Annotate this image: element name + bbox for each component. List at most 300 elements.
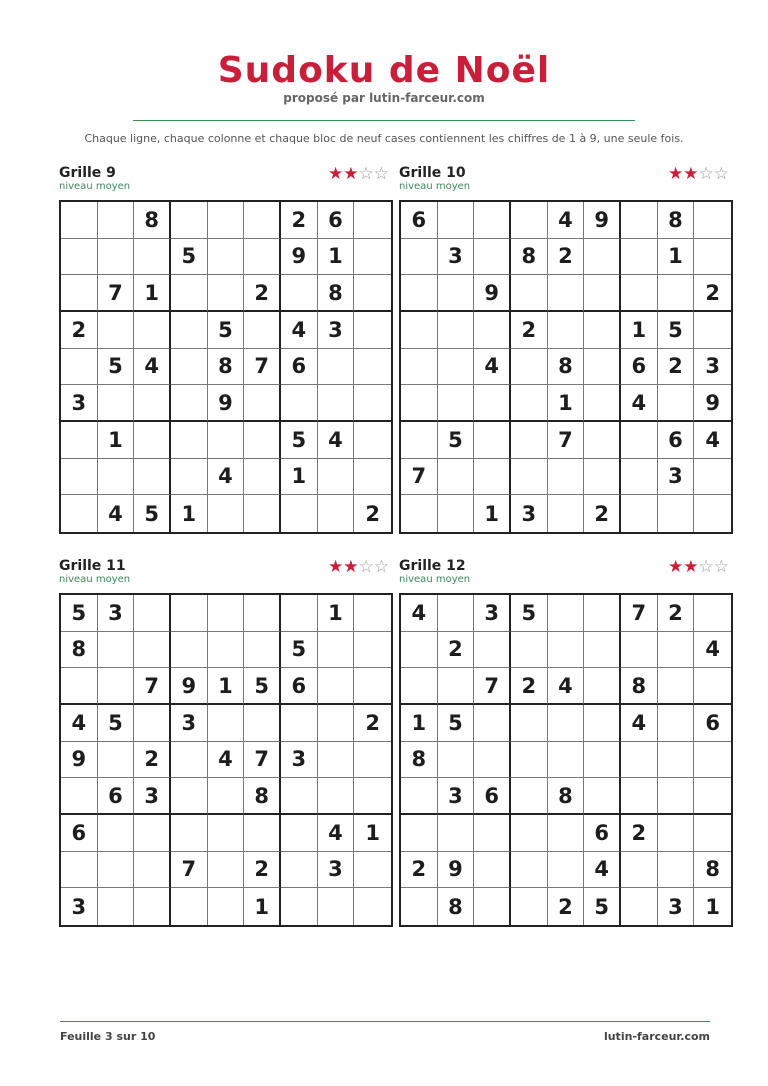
sudoku-cell[interactable] <box>354 778 391 815</box>
sudoku-cell[interactable] <box>281 852 318 889</box>
sudoku-cell: 1 <box>705 894 720 919</box>
sudoku-cell[interactable] <box>61 202 98 239</box>
sudoku-cell[interactable] <box>98 202 135 239</box>
sudoku-cell[interactable] <box>354 742 391 779</box>
sudoku-cell: 4 <box>401 595 438 632</box>
sudoku-cell[interactable] <box>208 202 245 239</box>
sudoku-cell[interactable] <box>98 632 135 669</box>
sudoku-cell[interactable] <box>208 888 245 925</box>
sudoku-cell: 5 <box>658 312 695 349</box>
sudoku-cell[interactable] <box>98 312 135 349</box>
sudoku-cell[interactable] <box>134 852 171 889</box>
sudoku-cell[interactable] <box>354 852 391 889</box>
sudoku-cell[interactable] <box>281 778 318 815</box>
sudoku-cell[interactable] <box>208 852 245 889</box>
sudoku-cell[interactable] <box>694 312 731 349</box>
difficulty-stars <box>668 164 729 184</box>
sudoku-cell[interactable] <box>438 742 475 779</box>
sudoku-cell: 1 <box>621 312 658 349</box>
sudoku-cell[interactable] <box>401 495 438 532</box>
sudoku-grid <box>59 593 393 927</box>
sudoku-cell: 8 <box>438 888 475 925</box>
sudoku-cell[interactable] <box>511 422 548 459</box>
sudoku-cell: 2 <box>438 632 475 669</box>
sudoku-cell: 4 <box>584 852 621 889</box>
difficulty-level: niveau moyen <box>399 181 471 192</box>
sudoku-cell[interactable] <box>244 202 281 239</box>
sudoku-cell: 5 <box>281 632 318 669</box>
puzzle-header <box>399 165 731 197</box>
sudoku-cell[interactable] <box>511 852 548 889</box>
sudoku-cell: 5 <box>98 705 135 742</box>
star-filled-icon: ★ <box>668 164 684 184</box>
sudoku-cell[interactable] <box>511 742 548 779</box>
sudoku-cell[interactable] <box>244 422 281 459</box>
sudoku-cell[interactable] <box>61 239 98 276</box>
sudoku-cell: 8 <box>621 668 658 705</box>
sudoku-cell: 5 <box>281 422 318 459</box>
sudoku-cell[interactable] <box>354 349 391 386</box>
sudoku-cell[interactable] <box>208 705 245 742</box>
sudoku-cell[interactable] <box>134 595 171 632</box>
sudoku-cell: 1 <box>548 385 585 422</box>
sudoku-cell[interactable] <box>171 742 208 779</box>
sudoku-cell[interactable] <box>474 705 511 742</box>
sudoku-cell: 2 <box>134 742 171 779</box>
sudoku-cell: 7 <box>621 595 658 632</box>
sudoku-cell: 3 <box>438 239 475 276</box>
sudoku-cell[interactable] <box>658 815 695 852</box>
sudoku-cell[interactable] <box>548 275 585 312</box>
sudoku-cell: 5 <box>208 312 245 349</box>
sudoku-cell[interactable] <box>134 422 171 459</box>
sudoku-cell[interactable] <box>98 742 135 779</box>
sudoku-cell[interactable] <box>171 459 208 496</box>
sudoku-cell[interactable] <box>98 385 135 422</box>
sudoku-cell[interactable] <box>171 312 208 349</box>
sudoku-cell[interactable] <box>438 275 475 312</box>
difficulty-stars <box>328 164 389 184</box>
sudoku-cell[interactable] <box>401 632 438 669</box>
sudoku-cell[interactable] <box>318 778 355 815</box>
sudoku-cell: 8 <box>511 239 548 276</box>
sudoku-cell[interactable] <box>208 815 245 852</box>
sudoku-cell[interactable] <box>244 385 281 422</box>
sudoku-cell[interactable] <box>548 815 585 852</box>
sudoku-cell[interactable] <box>511 705 548 742</box>
sudoku-cell[interactable] <box>318 349 355 386</box>
sudoku-cell[interactable] <box>511 202 548 239</box>
sudoku-cell[interactable] <box>171 778 208 815</box>
sudoku-cell[interactable] <box>61 349 98 386</box>
sudoku-cell[interactable] <box>694 815 731 852</box>
sudoku-cell[interactable] <box>621 495 658 532</box>
sudoku-cell[interactable] <box>318 459 355 496</box>
sudoku-cell[interactable] <box>548 632 585 669</box>
sudoku-cell[interactable] <box>171 385 208 422</box>
sudoku-cell[interactable] <box>584 595 621 632</box>
sudoku-cell[interactable] <box>354 385 391 422</box>
sudoku-cell[interactable] <box>134 312 171 349</box>
sudoku-cell[interactable] <box>584 632 621 669</box>
sudoku-cell[interactable] <box>61 852 98 889</box>
sudoku-cell: 4 <box>61 705 98 742</box>
sudoku-cell[interactable] <box>401 422 438 459</box>
sudoku-cell[interactable] <box>694 239 731 276</box>
sudoku-cell: 6 <box>281 349 318 386</box>
sudoku-cell[interactable] <box>281 888 318 925</box>
sudoku-cell[interactable] <box>171 422 208 459</box>
sudoku-cell[interactable] <box>401 312 438 349</box>
sudoku-cell[interactable] <box>401 815 438 852</box>
sudoku-cell[interactable] <box>318 385 355 422</box>
sudoku-cell: 3 <box>171 705 208 742</box>
sudoku-cell: 5 <box>61 595 98 632</box>
sudoku-cell: 1 <box>658 239 695 276</box>
sudoku-cell[interactable] <box>354 275 391 312</box>
sudoku-cell[interactable] <box>354 312 391 349</box>
sudoku-cell[interactable] <box>474 385 511 422</box>
sudoku-cell[interactable] <box>208 778 245 815</box>
sudoku-cell: 6 <box>401 202 438 239</box>
sudoku-cell: 3 <box>61 385 98 422</box>
sudoku-cell[interactable] <box>98 852 135 889</box>
sudoku-cell[interactable] <box>354 888 391 925</box>
sudoku-cell[interactable] <box>98 239 135 276</box>
sudoku-cell: 3 <box>318 312 355 349</box>
sudoku-cell[interactable] <box>134 888 171 925</box>
sudoku-cell[interactable] <box>98 668 135 705</box>
sudoku-cell[interactable] <box>61 668 98 705</box>
sudoku-cell[interactable] <box>548 852 585 889</box>
sudoku-cell[interactable] <box>621 632 658 669</box>
star-filled-icon: ★ <box>683 557 699 577</box>
sudoku-cell: 6 <box>318 202 355 239</box>
sudoku-cell[interactable] <box>61 422 98 459</box>
puzzle-grille-11 <box>59 557 391 919</box>
sudoku-cell[interactable] <box>694 595 731 632</box>
sudoku-cell[interactable] <box>438 668 475 705</box>
sudoku-cell[interactable] <box>474 815 511 852</box>
sudoku-cell: 4 <box>318 422 355 459</box>
sudoku-cell: 6 <box>98 778 135 815</box>
sudoku-cell[interactable] <box>658 385 695 422</box>
sudoku-cell: 8 <box>401 742 438 779</box>
sudoku-cell[interactable] <box>658 852 695 889</box>
sudoku-cell[interactable] <box>621 202 658 239</box>
sudoku-cell[interactable] <box>244 495 281 532</box>
sudoku-cell: 3 <box>474 595 511 632</box>
sudoku-cell[interactable] <box>61 495 98 532</box>
sudoku-cell[interactable] <box>474 742 511 779</box>
sudoku-cell: 1 <box>401 705 438 742</box>
sudoku-cell[interactable] <box>548 495 585 532</box>
sudoku-cell[interactable] <box>694 459 731 496</box>
sudoku-cell[interactable] <box>98 888 135 925</box>
sudoku-cell: 4 <box>281 312 318 349</box>
difficulty-level: niveau moyen <box>399 574 471 585</box>
sudoku-cell: 2 <box>365 501 380 526</box>
sudoku-cell[interactable] <box>584 705 621 742</box>
sudoku-cell[interactable] <box>658 275 695 312</box>
sudoku-cell[interactable] <box>354 668 391 705</box>
sudoku-cell[interactable] <box>474 459 511 496</box>
sudoku-cell[interactable] <box>244 632 281 669</box>
sudoku-cell[interactable] <box>621 239 658 276</box>
sudoku-cell[interactable] <box>244 239 281 276</box>
sudoku-cell[interactable] <box>694 495 731 532</box>
sudoku-cell[interactable] <box>134 459 171 496</box>
sudoku-cell: 1 <box>318 595 355 632</box>
sudoku-cell[interactable] <box>354 459 391 496</box>
sudoku-cell[interactable] <box>244 705 281 742</box>
star-filled-icon: ★ <box>328 557 344 577</box>
sudoku-cell[interactable] <box>171 349 208 386</box>
sudoku-cell[interactable] <box>621 459 658 496</box>
sudoku-cell[interactable] <box>511 349 548 386</box>
sudoku-cell: 3 <box>438 778 475 815</box>
sudoku-cell[interactable] <box>171 275 208 312</box>
sudoku-cell: 4 <box>318 815 355 852</box>
sudoku-cell[interactable] <box>584 459 621 496</box>
sudoku-cell[interactable] <box>511 385 548 422</box>
sudoku-cell[interactable] <box>474 422 511 459</box>
sudoku-cell[interactable] <box>511 888 548 925</box>
sudoku-cell[interactable] <box>98 815 135 852</box>
sudoku-cell[interactable] <box>134 705 171 742</box>
sudoku-cell[interactable] <box>171 815 208 852</box>
sudoku-cell: 3 <box>658 459 695 496</box>
sudoku-cell[interactable] <box>244 595 281 632</box>
sudoku-cell[interactable] <box>474 852 511 889</box>
sudoku-cell: 8 <box>134 202 171 239</box>
sudoku-cell[interactable] <box>354 202 391 239</box>
sudoku-cell: 2 <box>548 239 585 276</box>
sudoku-cell: 5 <box>584 888 621 925</box>
sudoku-cell[interactable] <box>658 632 695 669</box>
sudoku-cell[interactable] <box>61 275 98 312</box>
sudoku-cell[interactable] <box>584 239 621 276</box>
sudoku-cell[interactable] <box>694 742 731 779</box>
sudoku-cell[interactable] <box>694 668 731 705</box>
sudoku-cell: 8 <box>694 852 731 889</box>
sudoku-cell[interactable] <box>438 385 475 422</box>
sudoku-cell: 9 <box>438 852 475 889</box>
sudoku-cell[interactable] <box>438 349 475 386</box>
sudoku-cell[interactable] <box>244 815 281 852</box>
sudoku-cell: 2 <box>244 275 281 312</box>
sudoku-cell[interactable] <box>584 312 621 349</box>
sudoku-cell[interactable] <box>281 275 318 312</box>
sudoku-cell[interactable] <box>584 742 621 779</box>
sudoku-cell: 3 <box>61 888 98 925</box>
sudoku-cell[interactable] <box>548 312 585 349</box>
sudoku-cell[interactable] <box>354 239 391 276</box>
sudoku-cell[interactable] <box>318 742 355 779</box>
sudoku-cell[interactable] <box>658 778 695 815</box>
sudoku-cell[interactable] <box>208 595 245 632</box>
sudoku-cell[interactable] <box>318 668 355 705</box>
sudoku-cell[interactable] <box>621 275 658 312</box>
sudoku-cell[interactable] <box>584 422 621 459</box>
sudoku-cell[interactable] <box>281 495 318 532</box>
sudoku-cell[interactable] <box>171 595 208 632</box>
sudoku-cell[interactable] <box>318 705 355 742</box>
sudoku-grid <box>399 593 733 927</box>
sudoku-cell[interactable] <box>548 595 585 632</box>
sudoku-cell[interactable] <box>621 422 658 459</box>
sudoku-cell: 5 <box>511 595 548 632</box>
sudoku-cell[interactable] <box>354 422 391 459</box>
sudoku-cell: 2 <box>584 495 621 532</box>
sudoku-cell: 9 <box>584 202 621 239</box>
sudoku-cell: 5 <box>171 239 208 276</box>
sudoku-cell[interactable] <box>134 632 171 669</box>
sudoku-cell[interactable] <box>511 778 548 815</box>
sudoku-cell[interactable] <box>658 495 695 532</box>
sudoku-cell[interactable] <box>401 385 438 422</box>
sudoku-cell[interactable] <box>511 815 548 852</box>
sudoku-cell[interactable] <box>244 459 281 496</box>
puzzle-grille-12 <box>399 557 731 919</box>
sudoku-cell[interactable] <box>208 632 245 669</box>
sudoku-cell: 1 <box>474 495 511 532</box>
sudoku-cell: 8 <box>208 349 245 386</box>
sudoku-cell: 5 <box>438 705 475 742</box>
star-empty-icon: ☆ <box>358 557 374 577</box>
star-empty-icon: ☆ <box>713 164 729 184</box>
sudoku-cell[interactable] <box>438 459 475 496</box>
sudoku-cell[interactable] <box>438 595 475 632</box>
sudoku-cell[interactable] <box>401 668 438 705</box>
sudoku-cell[interactable] <box>401 349 438 386</box>
sudoku-cell: 1 <box>208 668 245 705</box>
sudoku-cell[interactable] <box>584 349 621 386</box>
sudoku-cell: 6 <box>694 705 731 742</box>
sudoku-cell[interactable] <box>658 705 695 742</box>
sudoku-cell[interactable] <box>401 778 438 815</box>
star-empty-icon: ☆ <box>358 164 374 184</box>
sudoku-cell[interactable] <box>474 888 511 925</box>
sudoku-cell: 2 <box>61 312 98 349</box>
sudoku-cell: 4 <box>548 202 585 239</box>
sudoku-cell[interactable] <box>621 852 658 889</box>
puzzle-grille-10 <box>399 164 731 526</box>
sudoku-cell[interactable] <box>584 275 621 312</box>
sudoku-cell[interactable] <box>208 495 245 532</box>
sudoku-cell: 8 <box>318 275 355 312</box>
sudoku-cell[interactable] <box>694 778 731 815</box>
puzzle-title: Grille 10 <box>399 165 466 181</box>
sudoku-cell[interactable] <box>658 668 695 705</box>
star-empty-icon: ☆ <box>698 164 714 184</box>
sudoku-cell: 3 <box>98 595 135 632</box>
sudoku-cell: 1 <box>244 888 281 925</box>
sudoku-cell[interactable] <box>134 385 171 422</box>
sudoku-cell: 8 <box>548 349 585 386</box>
sudoku-cell[interactable] <box>548 705 585 742</box>
sudoku-cell[interactable] <box>61 778 98 815</box>
sudoku-cell[interactable] <box>318 495 355 532</box>
sudoku-cell[interactable] <box>208 275 245 312</box>
sudoku-cell: 8 <box>61 632 98 669</box>
sudoku-cell[interactable] <box>438 202 475 239</box>
sudoku-cell[interactable] <box>658 742 695 779</box>
sudoku-cell[interactable] <box>474 312 511 349</box>
sudoku-cell[interactable] <box>438 495 475 532</box>
sudoku-cell: 2 <box>658 595 695 632</box>
sudoku-cell: 8 <box>548 778 585 815</box>
sudoku-cell[interactable] <box>134 239 171 276</box>
sudoku-cell[interactable] <box>401 275 438 312</box>
sudoku-cell[interactable] <box>621 888 658 925</box>
sudoku-cell[interactable] <box>354 595 391 632</box>
star-empty-icon: ☆ <box>713 557 729 577</box>
sudoku-cell[interactable] <box>438 312 475 349</box>
puzzle-header <box>59 558 391 590</box>
sudoku-cell[interactable] <box>171 202 208 239</box>
sudoku-cell[interactable] <box>134 815 171 852</box>
sudoku-cell[interactable] <box>281 815 318 852</box>
sudoku-cell[interactable] <box>548 742 585 779</box>
puzzle-header <box>59 165 391 197</box>
sudoku-cell: 2 <box>548 888 585 925</box>
sudoku-cell[interactable] <box>98 459 135 496</box>
sudoku-cell[interactable] <box>474 632 511 669</box>
sudoku-cell[interactable] <box>208 422 245 459</box>
sudoku-cell[interactable] <box>318 888 355 925</box>
sudoku-cell: 3 <box>658 888 695 925</box>
star-filled-icon: ★ <box>343 164 359 184</box>
sudoku-cell[interactable] <box>281 705 318 742</box>
sudoku-cell[interactable] <box>511 632 548 669</box>
sudoku-cell[interactable] <box>401 888 438 925</box>
sudoku-cell[interactable] <box>694 202 731 239</box>
sudoku-cell[interactable] <box>584 778 621 815</box>
sudoku-cell[interactable] <box>171 888 208 925</box>
sudoku-cell[interactable] <box>208 239 245 276</box>
sudoku-cell[interactable] <box>548 459 585 496</box>
sudoku-cell[interactable] <box>584 385 621 422</box>
sudoku-cell: 9 <box>171 668 208 705</box>
sudoku-cell: 2 <box>354 705 391 742</box>
sudoku-cell: 2 <box>658 349 695 386</box>
sudoku-cell: 7 <box>548 422 585 459</box>
sudoku-cell[interactable] <box>511 459 548 496</box>
sudoku-cell[interactable] <box>171 632 208 669</box>
sudoku-cell[interactable] <box>281 595 318 632</box>
sudoku-cell[interactable] <box>511 275 548 312</box>
sudoku-cell[interactable] <box>354 632 391 669</box>
sudoku-cell: 7 <box>474 668 511 705</box>
sudoku-cell[interactable] <box>474 202 511 239</box>
sudoku-cell[interactable] <box>474 239 511 276</box>
sudoku-cell[interactable] <box>401 239 438 276</box>
sudoku-cell: 4 <box>134 349 171 386</box>
sudoku-cell[interactable] <box>281 385 318 422</box>
sudoku-cell[interactable] <box>318 632 355 669</box>
sudoku-cell[interactable] <box>584 668 621 705</box>
sudoku-cell[interactable] <box>61 459 98 496</box>
sudoku-cell[interactable] <box>438 815 475 852</box>
sudoku-cell[interactable] <box>244 312 281 349</box>
sudoku-cell[interactable] <box>621 778 658 815</box>
sudoku-cell: 9 <box>61 742 98 779</box>
sudoku-cell[interactable] <box>621 742 658 779</box>
footer-site-link[interactable]: lutin-farceur.com <box>603 1030 710 1043</box>
difficulty-stars <box>328 557 389 577</box>
star-filled-icon: ★ <box>343 557 359 577</box>
